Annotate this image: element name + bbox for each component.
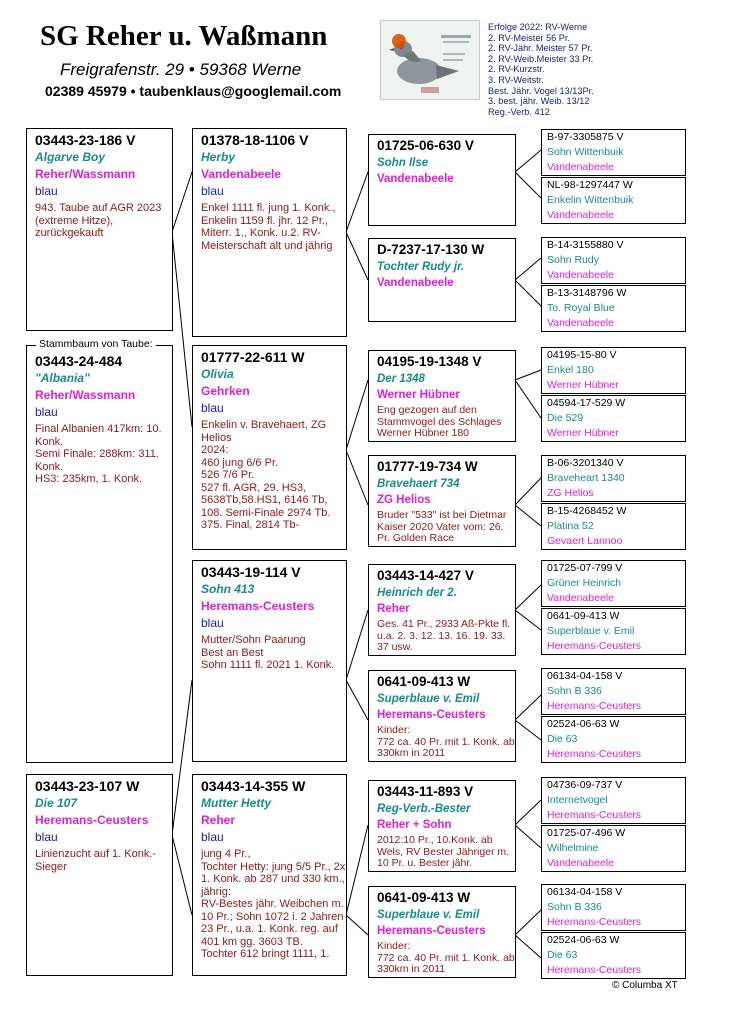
pigeon-notes: 2012:10 Pr., 10.Konk. ab Wels, RV Bester Jähriger m. 10 Pr. u. Bester jähr. <box>377 834 510 869</box>
pigeon-name: To. Royal Blue <box>547 302 615 314</box>
breeder-contact: 02389 45979 • taubenklaus@googlemail.com <box>45 83 342 99</box>
pigeon-name: Grüner Heinrich <box>547 577 622 589</box>
pedigree-gen4-1[interactable] <box>541 129 686 176</box>
pedigree-gen3-fmf[interactable] <box>368 350 516 442</box>
breeder-name: Vandenabeele <box>547 269 614 281</box>
pedigree-mother[interactable] <box>26 774 173 976</box>
pigeon-name: Die 529 <box>547 412 584 424</box>
pigeon-name: Bravehaert 734 <box>377 478 460 490</box>
ring-number: 01777-19-734 W <box>377 459 478 474</box>
pedigree-gen4-12[interactable] <box>541 716 686 763</box>
ring-number: B-97-3305875 V <box>547 131 624 143</box>
pigeon-name: Enkel 180 <box>547 364 594 376</box>
ring-number: B-13-3148796 W <box>547 287 627 299</box>
breeder-name: Gevaert Lannoo <box>547 535 623 547</box>
pedigree-gen4-3[interactable] <box>541 237 686 284</box>
pedigree-gen4-4[interactable] <box>541 285 686 332</box>
ring-number: B-14-3155880 V <box>547 239 624 251</box>
ring-number: 03443-23-186 V <box>35 132 136 148</box>
plumage-color: blau <box>201 401 224 415</box>
pigeon-name: Tochter Rudy jr. <box>377 261 465 273</box>
breeder-name: Heremans-Ceusters <box>377 925 486 937</box>
achievement-line: 2. RV-Weib.Meister 33 Pr. <box>488 53 594 64</box>
breeder-name: Heremans-Ceusters <box>547 809 641 821</box>
pedigree-gen4-7[interactable] <box>541 455 686 502</box>
pedigree-gen3-fff[interactable] <box>368 134 516 226</box>
achievement-line: Reg.-Verb. 412 <box>488 106 550 117</box>
breeder-name: Werner Hübner <box>547 427 619 439</box>
pigeon-notes: jung 4 Pr., Tochter Hetty: jung 5/5 Pr., 2x 1. Konk. ab 287 und 330 km., jährig: RV-Bestes jähr. Weibchen m. 10 Pr.; Sohn 1072 i. 2 Jahren 23 Pr., u.a. 1. Konk. reg. auf 401 km gg. 3603 TB. Tochter 612 bringt 1111, 1. <box>201 848 346 960</box>
pigeon-name: Sohn 413 <box>201 582 255 596</box>
breeder-name: Reher + Sohn <box>377 819 452 831</box>
pigeon-notes: Kinder: 772 ca. 40 Pr. mit 1. Konk. ab 330km in 2011 <box>377 940 515 975</box>
breeder-name: Vandenabeele <box>201 167 282 181</box>
breeder-name: Heremans-Ceusters <box>35 813 149 827</box>
breeder-name: Reher/Wassmann <box>35 388 136 402</box>
pedigree-gen3-ffm[interactable] <box>368 238 516 322</box>
plumage-color: blau <box>201 830 224 844</box>
copyright-notice: © Columba XT <box>612 980 678 991</box>
pedigree-subject[interactable] <box>26 345 173 763</box>
pigeon-notes: Enkelin v. Bravehaert, ZG Helios 2024: 460 jung 6/6 Pr. 526 7/6 Pr. 527 fl. AGR, 29. HS3, 5638Tb,58.HS1, 6146 Tb, 108. Semi-Finale 2974 Tb. 375. Final, 2814 Tb- <box>201 419 331 531</box>
pigeon-notes: Eng gezogen auf den Stammvogel des Schlages Werner Hübner 180 <box>377 404 502 439</box>
pigeon-name: Der 1348 <box>377 373 425 385</box>
breeder-name: ZG Helios <box>377 494 431 506</box>
pedigree-gen4-13[interactable] <box>541 777 686 824</box>
pigeon-name: Die 107 <box>35 796 78 810</box>
pigeon-name: Algarve Boy <box>35 150 106 164</box>
pigeon-name: Superblaue v. Emil <box>377 693 480 705</box>
plumage-color: blau <box>35 405 58 419</box>
ring-number: 01725-07-496 W <box>547 827 626 839</box>
pedigree-grandfather-paternal[interactable] <box>192 128 347 337</box>
pigeon-name: Enkelin Wittenbuik <box>547 194 634 206</box>
achievement-line: 2. RV-Jähr. Meister 57 Pr. <box>488 43 593 54</box>
pedigree-gen4-6[interactable] <box>541 395 686 442</box>
plumage-color: blau <box>35 830 58 844</box>
pigeon-name: Internetvogel <box>547 794 608 806</box>
ring-number: 02524-06-63 W <box>547 934 620 946</box>
breeder-name: Vandenabeele <box>547 161 614 173</box>
pedigree-gen4-11[interactable] <box>541 668 686 715</box>
ring-number: 0641-09-413 W <box>377 890 471 905</box>
achievement-line: 3. best. jähr. Weib. 13/12 <box>488 96 590 107</box>
pigeon-name: Sohn B 336 <box>547 901 602 913</box>
breeder-name: Heremans-Ceusters <box>547 916 641 928</box>
breeder-name: Heremans-Ceusters <box>547 748 641 760</box>
ring-number: 01378-18-1106 V <box>201 132 309 148</box>
ring-number: 06134-04-158 V <box>547 670 623 682</box>
achievement-line: 3. RV-Weitstr. <box>488 74 544 85</box>
pigeon-name: Die 63 <box>547 733 578 745</box>
ring-number: 01725-06-630 V <box>377 138 474 153</box>
ring-number: 03443-23-107 W <box>35 778 140 794</box>
pedigree-gen4-5[interactable] <box>541 347 686 394</box>
ring-number: 02524-06-63 W <box>547 718 620 730</box>
ring-number: 0641-09-413 W <box>377 674 471 689</box>
breeder-name: Heremans-Ceusters <box>547 700 641 712</box>
pedigree-grandmother-paternal[interactable] <box>192 345 347 550</box>
pigeon-name: Sohn Ilse <box>377 157 429 169</box>
breeder-title: SG Reher u. Waßmann <box>40 20 328 52</box>
pigeon-name: "Albania" <box>35 371 90 385</box>
pigeon-name: Platina 52 <box>547 520 594 532</box>
pigeon-name: Superblaue v. Emil <box>377 909 480 921</box>
pedigree-gen3-mmm[interactable] <box>368 886 516 978</box>
pigeon-name: Die 63 <box>547 949 578 961</box>
pedigree-gen4-8[interactable] <box>541 503 686 550</box>
ring-number: 01777-22-611 W <box>201 349 305 365</box>
pigeon-notes: Linienzucht auf 1. Konk.-Sieger <box>35 848 157 873</box>
breeder-address: Freigrafenstr. 29 • 59368 Werne <box>60 60 302 79</box>
pigeon-name: Herby <box>201 150 236 164</box>
pigeon-name: Sohn Wittenbuik <box>547 146 624 158</box>
ring-number: 03443-11-893 V <box>377 784 474 799</box>
pedigree-father[interactable] <box>26 128 173 331</box>
ring-number: B-06-3201340 V <box>547 457 624 469</box>
pedigree-gen4-10[interactable] <box>541 608 686 655</box>
breeder-name: Werner Hübner <box>547 379 619 391</box>
breeder-name: Vandenabeele <box>547 317 614 329</box>
breeder-name: Vandenabeele <box>377 173 454 185</box>
pedigree-gen4-9[interactable] <box>541 560 686 607</box>
pedigree-gen4-15[interactable] <box>541 884 686 931</box>
pedigree-gen3-fmm[interactable] <box>368 455 516 547</box>
pigeon-notes: Kinder: 772 ca. 40 Pr. mit 1. Konk. ab 330km in 2011 <box>377 724 515 759</box>
ring-number: 06134-04-158 V <box>547 886 623 898</box>
pigeon-name: Wilhelmine <box>547 842 599 854</box>
ring-number: 03443-14-427 V <box>377 568 474 583</box>
pigeon-name: Reg-Verb.-Bester <box>377 803 471 815</box>
breeder-name: Heremans-Ceusters <box>377 709 486 721</box>
ring-number: 03443-24-484 <box>35 353 123 369</box>
breeder-name: Reher <box>377 603 410 615</box>
breeder-name: Vandenabeele <box>547 857 614 869</box>
pedigree-gen4-2[interactable] <box>541 177 686 224</box>
breeder-name: Werner Hübner <box>377 389 460 401</box>
pigeon-notes: Mutter/Sohn Paarung Best an Best Sohn 1111 fl. 2021 1. Konk. <box>201 634 335 671</box>
ring-number: 01725-07-799 V <box>547 562 623 574</box>
pedigree-gen3-mmf[interactable] <box>368 780 516 872</box>
pigeon-name: Sohn Rudy <box>547 254 599 266</box>
ring-number: 04736-09-737 V <box>547 779 623 791</box>
ring-number: 03443-14-355 W <box>201 778 306 794</box>
pedigree-gen4-14[interactable] <box>541 825 686 872</box>
ring-number: 04195-19-1348 V <box>377 354 482 369</box>
breeder-name: ZG Helios <box>547 487 594 499</box>
ring-number: D-7237-17-130 W <box>377 242 485 257</box>
pigeon-notes: Ges. 41 Pr., 2933 Aß-Pkte fl. u.a. 2. 3. 12. 13. 16. 19. 33. 37 usw. <box>377 618 511 653</box>
pedigree-grandfather-maternal[interactable] <box>192 560 347 762</box>
pigeon-name: Heinrich der 2. <box>377 587 457 599</box>
ring-number: 03443-19-114 V <box>201 564 301 580</box>
pigeon-name: Sohn B 336 <box>547 685 602 697</box>
achievement-line: 2. RV-Meister 56 Pr. <box>488 32 571 43</box>
breeder-name: Heremans-Ceusters <box>547 640 641 652</box>
achievement-line: 2. RV-Kurzstr. <box>488 64 545 75</box>
breeder-name: Reher <box>201 813 236 827</box>
pigeon-notes: Final Albanien 417km: 10. Konk. Semi Finale: 288km: 311. Konk. HS3: 235km, 1. Konk. <box>35 423 162 485</box>
subject-label: Stammbaum von Taube: <box>36 338 156 350</box>
pigeon-notes: Bruder "533" ist bei Dietmar Kaiser 2020 Vater vom: 26. Pr. Golden Race <box>377 509 507 544</box>
plumage-color: blau <box>201 184 224 198</box>
breeder-name: Vandenabeele <box>377 277 454 289</box>
pigeon-name: Superblaue v. Emil <box>547 625 635 637</box>
pedigree-grandmother-maternal[interactable] <box>192 774 347 976</box>
ring-number: B-15-4268452 W <box>547 505 627 517</box>
pedigree-gen3-mff[interactable] <box>368 564 516 656</box>
ring-number: 0641-09-413 W <box>547 610 620 622</box>
pigeon-name: Braveheart 1340 <box>547 472 625 484</box>
ring-number: 04594-17-529 W <box>547 397 626 409</box>
breeder-name: Gehrken <box>201 384 250 398</box>
achievement-line: Erfolge 2022: RV-Werne <box>488 22 588 32</box>
breeder-name: Vandenabeele <box>547 209 614 221</box>
plumage-color: blau <box>201 616 224 630</box>
pigeon-notes: Enkel 1111 fl. jung 1. Konk., Enkelin 1159 fl. jhr. 12 Pr., Miterr. 1., Konk. u.2. RV-Meisterschaft alt und jährig <box>201 202 336 252</box>
plumage-color: blau <box>35 184 58 198</box>
ring-number: NL-98-1297447 W <box>547 179 633 191</box>
achievement-line: Best. Jähr. Vogel 13/13Pr. <box>488 85 594 96</box>
pedigree-gen4-16[interactable] <box>541 932 686 979</box>
pigeon-name: Mutter Hetty <box>201 796 272 810</box>
pigeon-notes: 943. Taube auf AGR 2023 (extreme Hitze), zurückgekauft <box>35 202 162 239</box>
pedigree-gen3-mfm[interactable] <box>368 670 516 762</box>
breeder-name: Heremans-Ceusters <box>201 599 315 613</box>
breeder-name: Heremans-Ceusters <box>547 964 641 976</box>
breeder-name: Reher/Wassmann <box>35 167 136 181</box>
ring-number: 04195-15-80 V <box>547 349 617 361</box>
pigeon-name: Olivia <box>201 367 234 381</box>
breeder-name: Vandenabeele <box>547 592 614 604</box>
